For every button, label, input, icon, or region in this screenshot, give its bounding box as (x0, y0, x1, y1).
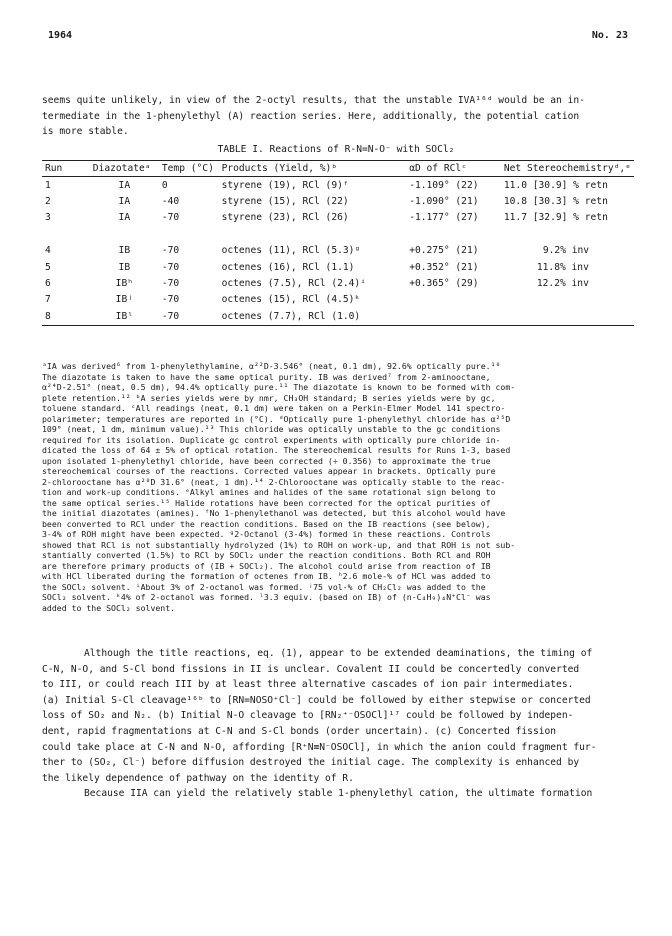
footnote-line: polarimeter; temperatures are reported in (°C). ᵈOptically pure 1-phenylethyl chloride has α²⁵D (42, 413, 511, 424)
cell-net: 10.8 [30.3] % retn (503, 196, 608, 208)
text-line: termediate in the 1-phenylethyl (A) reaction series. Here, additionally, the potential cation (42, 110, 580, 122)
text-line: Although the title reactions, eq. (1), appear to be extended deaminations, the timing of (84, 648, 593, 659)
footnote-line: SOCl₂ solvent. ᵏ4% of 2-octanol was formed. ˡ3.3 equiv. (based on IB) of (n-C₄H₉)₄N⁺Cl⁻ was (42, 592, 491, 602)
table-row (42, 292, 634, 308)
issue-number: No. 23 (591, 30, 628, 41)
text-line: ther to (SO₂, Cl⁻) before diffusion destroyed the initial cage. The complexity is enhanced by (42, 757, 580, 769)
cell-temp: 0 (161, 179, 168, 191)
text-line: is more stable. (42, 126, 129, 138)
header-temp: Temp (°C) (161, 163, 214, 174)
cell-diazotate: IBʲ (115, 294, 133, 306)
table-row (42, 177, 634, 194)
cell-run: 4 (45, 245, 51, 257)
cell-products: styrene (15), RCl (22) (221, 196, 349, 208)
footnote-line: been converted to RCl under the reaction conditions. Based on the IB reactions (see below), (42, 518, 491, 529)
cell-net: 12.2% inv (536, 278, 589, 290)
cell-products: styrene (19), RCl (9)ᶠ (221, 179, 349, 191)
footnote-line: The diazotate is taken to have the same optical purity. IB was derived⁷ from 2-aminooctane, (42, 371, 491, 382)
cell-diazotate: IA (118, 179, 131, 191)
page-year: 1964 (48, 30, 73, 41)
cell-diazotate: IB (118, 245, 131, 257)
cell-net: 9.2% inv (542, 245, 590, 257)
cell-temp: -40 (161, 196, 180, 208)
cell-alpha: -1.090° (21) (409, 196, 479, 208)
text-line: seems quite unlikely, in view of the 2-octyl results, that the unstable IVA¹⁶ᵈ would be an in- (42, 95, 585, 106)
header-net-stereochemistry: Net Stereochemistryᵈ,ᵉ (503, 163, 631, 174)
footnote-line: ᵃIA was derived⁶ from 1-phenylethylamine, α²²D-3.546° (neat, 0.1 dm), 92.6% optically pure.¹⁰ (42, 361, 501, 371)
cell-run: 2 (45, 196, 51, 208)
cell-net: 11.7 [32.9] % retn (503, 212, 608, 224)
cell-alpha (406, 292, 501, 308)
table-footnotes (42, 361, 634, 613)
header-products: Products (Yield, %)ᵇ (221, 163, 338, 174)
table-row (42, 259, 634, 275)
table-row (42, 308, 634, 325)
footnote-line: stantially converted (1.5%) to RCl by SOCl₂ under the reaction conditions. Both RCl and ROH (42, 550, 491, 560)
footnote-line: upon isolated 1-phenylethyl chloride, have been corrected (÷ 0.356) to approximate the true (42, 455, 491, 466)
table-row (42, 193, 634, 209)
footnote-line: with HCl liberated during the formation of octenes from IB. ʰ2.6 mole-% of HCl was added to (42, 571, 491, 581)
cell-net (501, 292, 634, 308)
cell-alpha: -1.109° (22) (409, 179, 479, 191)
body-paragraph (42, 646, 634, 802)
cell-products: octenes (15), RCl (4.5)ᵏ (221, 294, 361, 306)
cell-run: 5 (45, 261, 51, 273)
footnote-line: the SOCl₂ solvent. ⁱAbout 3% of 2-octanol was formed. ʲ75 vol-% of CH₂Cl₂ was added to the (42, 581, 486, 592)
cell-products: octenes (7.5), RCl (2.4)ⁱ (221, 278, 366, 290)
text-line: the likely dependence of pathway on the identity of R. (42, 772, 354, 784)
cell-alpha: +0.275° (21) (409, 245, 479, 257)
footnote-line: 3-4% of ROH might have been expected. ᵍ2-Octanol (3-4%) formed in these reactions. Controls (42, 529, 491, 539)
table-header-row (42, 161, 634, 177)
table-title: TABLE I. Reactions of R-N=N-O⁻ with SOCl₂ (217, 144, 455, 155)
cell-run: 3 (45, 212, 51, 224)
footnote-line: dicated the loss of 64 ± 5% of optical rotation. The stereochemical results for Runs 1-3, based (42, 445, 511, 455)
text-line: could take place at C-N and N-O, affording [R⁺N≡N⁻OSOCl], in which the anion could fragment fur- (42, 741, 597, 753)
header-run: Run (45, 163, 63, 174)
table-spacer (42, 226, 634, 242)
cell-alpha: +0.352° (21) (409, 261, 479, 273)
intro-paragraph (42, 93, 634, 140)
cell-run: 8 (45, 310, 51, 322)
text-line: Because IIA can yield the relatively stable 1-phenylethyl cation, the ultimate formation (84, 788, 593, 800)
cell-temp: -70 (161, 294, 180, 306)
cell-alpha: -1.177° (27) (409, 212, 479, 224)
table-row (42, 243, 634, 259)
cell-net: 11.8% inv (536, 261, 589, 273)
footnote-line: stereochemical courses of the reactions. Corrected values appear in brackets. Optically pure (42, 466, 496, 476)
footnote-line: α²⁴D-2.51° (neat, 0.5 dm), 94.4% optically pure.¹¹ The diazotate is known to be formed with com- (42, 382, 516, 392)
cell-run: 7 (45, 294, 51, 306)
cell-net (501, 308, 634, 325)
footnote-line: toluene standard. ᶜAll readings (neat, 0.1 dm) were taken on a Perkin-Elmer Model 141 spectro- (42, 403, 506, 413)
footnote-line: showed that RCl is not substantially hydrolyzed (1%) to ROH on work-up, and that ROH is not sub- (42, 539, 516, 550)
footnote-line: added to the SOCl₂ solvent. (42, 602, 176, 613)
table-row (42, 275, 634, 291)
cell-run: 6 (45, 278, 51, 290)
cell-alpha (406, 308, 501, 325)
footnote-line: 2-chlorooctane has α²⁰D 31.6° (neat, 1 dm).¹⁴ 2-Chlorooctane was optically stable to the reac- (42, 476, 506, 487)
cell-products: octenes (7.7), RCl (1.0) (221, 310, 361, 322)
text-line: dent, rapid fragmentations at C-N and S-Cl bonds (order uncertain). (c) Concerted fission (42, 725, 557, 737)
header-alpha: αD of RClᶜ (409, 163, 467, 174)
footnote-line: 109° (neat, 1 dm, minimum value).¹³ This chloride was optically unstable to the gc conditions (42, 424, 501, 434)
cell-diazotate: IBˡ (115, 310, 133, 322)
cell-alpha: +0.365° (29) (409, 278, 479, 290)
cell-run: 1 (45, 179, 51, 191)
text-line: to III, or could reach III by at least three alternative cascades of ion pair intermediates. (42, 679, 574, 691)
reactions-table (42, 160, 634, 326)
cell-temp: -70 (161, 245, 180, 257)
table-row (42, 210, 634, 226)
cell-products: octenes (11), RCl (5.3)ᵍ (221, 245, 361, 257)
footnote-line: are therefore primary products of (IB + SOCl₂). The alcohol could arise from reaction of IB (42, 560, 491, 571)
cell-temp: -70 (161, 261, 180, 273)
footnote-line: required for its isolation. Duplicate gc control experiments with optically pure chloride in- (42, 434, 501, 445)
cell-diazotate: IBʰ (115, 278, 133, 290)
text-line: loss of SO₂ and N₂. (b) Initial N-O cleavage to [RN₂⁺⁻OSOCl]¹⁷ could be followed by indepen- (42, 710, 574, 722)
footnote-line: the initial diazotates (amines). ᶠNo 1-phenylethanol was detected, but this alcohol would have (42, 508, 506, 518)
footnote-line: tion and work-up conditions. ᵉAlkyl amines and halides of the same rotational sign belong to (42, 487, 496, 497)
cell-products: styrene (23), RCl (26) (221, 212, 349, 224)
footnote-line: the same optical series.¹⁵ Halide rotations have been corrected for the optical purities of (42, 497, 491, 508)
cell-net: 11.0 [30.9] % retn (503, 179, 608, 191)
header-diazotate: Diazotateᵃ (92, 163, 151, 174)
cell-products: octenes (16), RCl (1.1) (221, 261, 355, 273)
footnote-line: plete retention.¹² ᵇA series yields were by nmr, CH₃OH standard; B series yields were by gc, (42, 392, 496, 403)
text-line: C-N, N-O, and S-Cl bond fissions in II is unclear. Covalent II could be concertedly converted (42, 663, 580, 675)
cell-temp: -70 (161, 278, 180, 290)
cell-diazotate: IB (118, 261, 131, 273)
cell-diazotate: IA (118, 212, 131, 224)
text-line: (a) Initial S-Cl cleavage¹⁶ᵇ to [RN=NOSO⁺Cl⁻] could be followed by either stepwise or concerted (42, 694, 591, 706)
cell-temp: -70 (161, 212, 180, 224)
cell-diazotate: IA (118, 196, 131, 208)
cell-temp: -70 (161, 310, 180, 322)
